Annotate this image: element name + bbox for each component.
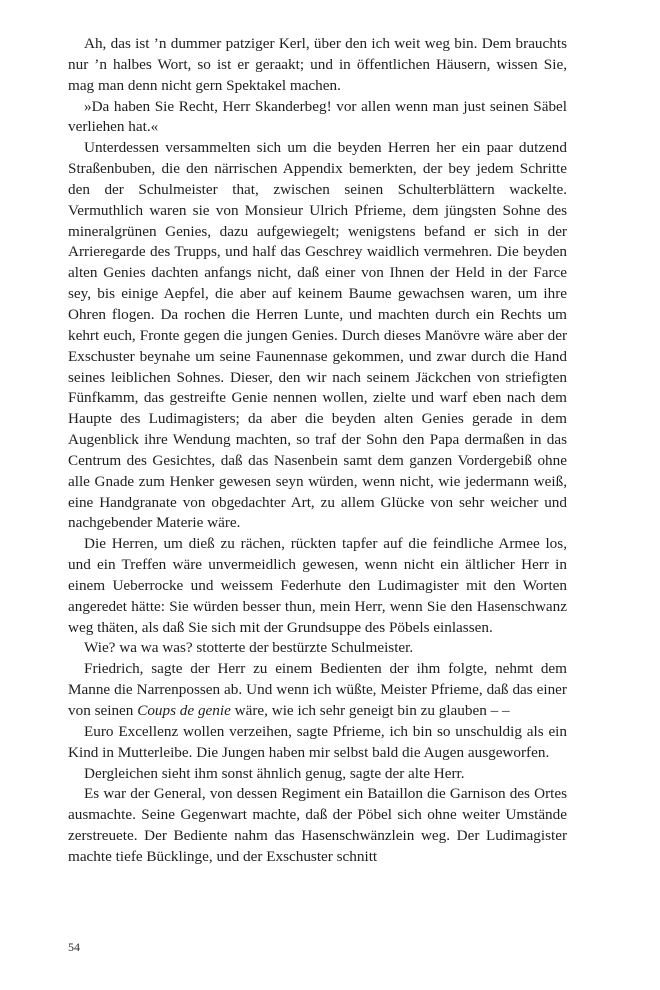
paragraph-unterdessen: Unterdessen versammelten sich um die beyden Herren her ein paar dutzend Straßenbuben, die den närrischen Appendix bemerkten, der bey jedem Schritte den der Schulmeister that, zwischen seinen Schulterblättern wackelte. Vermuthlich waren sie von Monsieur Ulrich Pfrieme, dem jüngsten Sohne des mineralgrünen Genies, dazu aufgewiegelt; wenigstens befand er sich in der Arrieregarde des Trupps, und half das Geschrey waidlich vermehren. Die beyden alten Genies dachten anfangs nicht, daß einer von Ihnen der Held in der Farce sey, bis einige Aepfel, die aber auf keinem Baume gewachsen waren, um ihre Ohren flogen. Da rochen die Herren Lunte, und machten durch ein Rechts um kehrt euch, Fronte gegen die jungen Genies. Durch dieses Manövre wäre aber der Exschuster beynahe um seine Faunennase gekommen, und zwar durch die Hand seines leiblichen Sohnes. Dieser, den wir nach seinem Jäckchen von striefigten Fünfkamm, das gestreifte Genie nennen wollen, zielte und warf eben nach dem Haupte des Ludimagisters; da aber die beyden alten Genies gerade in dem Augenblick ihre Wendung machten, so traf der Sohn den Papa dermaßen in das Centrum des Gesichtes, daß das Nasenbein samt dem ganzen Vordergebiß ohne alle Gnade zum Henker gewesen seyn würden, wenn nicht, wie jedermann weiß, eine Handgranate von obgedachter Art, zu allem Glücke von sehr weicher und nachgebender Materie wäre. — [68, 139, 567, 532]
paragraph-general: Es war der General, von dessen Regiment ein Bataillon die Garnison des Ortes ausmachte. Seine Gegenwart machte, daß der Pöbel sich ohne weiter Umstände zerstreuete. Der Bediente nahm das Hasenschwänzlein weg. Der Ludimagister machte tiefe Bücklinge, und der Exschuster schnitt — [68, 785, 567, 865]
book-page-text — [68, 34, 567, 868]
paragraph-friedrich — [68, 659, 567, 722]
paragraph-ah: Ah, das ist ’n dummer patziger Kerl, über den ich weit weg bin. Dem brauchts nur ’n halbes Wort, so ist er geraakt; und in öffentlichen Häusern, wissen Sie, mag man denn nicht gern Spektakel machen. — [68, 35, 567, 94]
friedrich-text-after: wäre, wie ich sehr geneigt bin zu glauben – – — [230, 702, 510, 719]
paragraph-skanderbeg: »Da haben Sie Recht, Herr Skanderbeg! vor allen wenn man just seinen Säbel verliehen hat.« — [68, 97, 567, 136]
friedrich-text-before: Friedrich, sagte der Herr zu einem Bedienten der ihm folgte, nehmt dem Manne die Narrenpossen ab. Und wenn ich wüßte, Meister Pfrieme, daß das einer von seinen — [68, 660, 567, 719]
page-number: 54 — [68, 940, 80, 954]
friedrich-italic-phrase: Coups de genie — [137, 702, 231, 719]
paragraph-dergleichen: Dergleichen sieht ihm sonst ähnlich genug, sagte der alte Herr. — [84, 764, 465, 782]
paragraph-excellenz: Euro Excellenz wollen verzeihen, sagte Pfrieme, ich bin so unschuldig als ein Kind in Mutterleibe. Die Jungen haben mir selbst bald die Augen ausgeworfen. — [68, 722, 567, 761]
paragraph-die-herren: Die Herren, um dieß zu rächen, rückten tapfer auf die feindliche Armee los, und ein Treffen wäre unvermeidlich gewesen, wenn nicht ein ältlicher Herr in einem Ueberrocke und weissem Federhute den Ludimagister mit den Worten angeredet hätte: Sie würden besser thun, mein Herr, wenn Sie den Hasenschwanz weg thäten, als daß Sie sich mit der Grundsuppe des Pöbels einlassen. — [68, 535, 567, 636]
paragraph-wie-wa: Wie? wa wa was? stotterte der bestürzte Schulmeister. — [84, 639, 414, 657]
